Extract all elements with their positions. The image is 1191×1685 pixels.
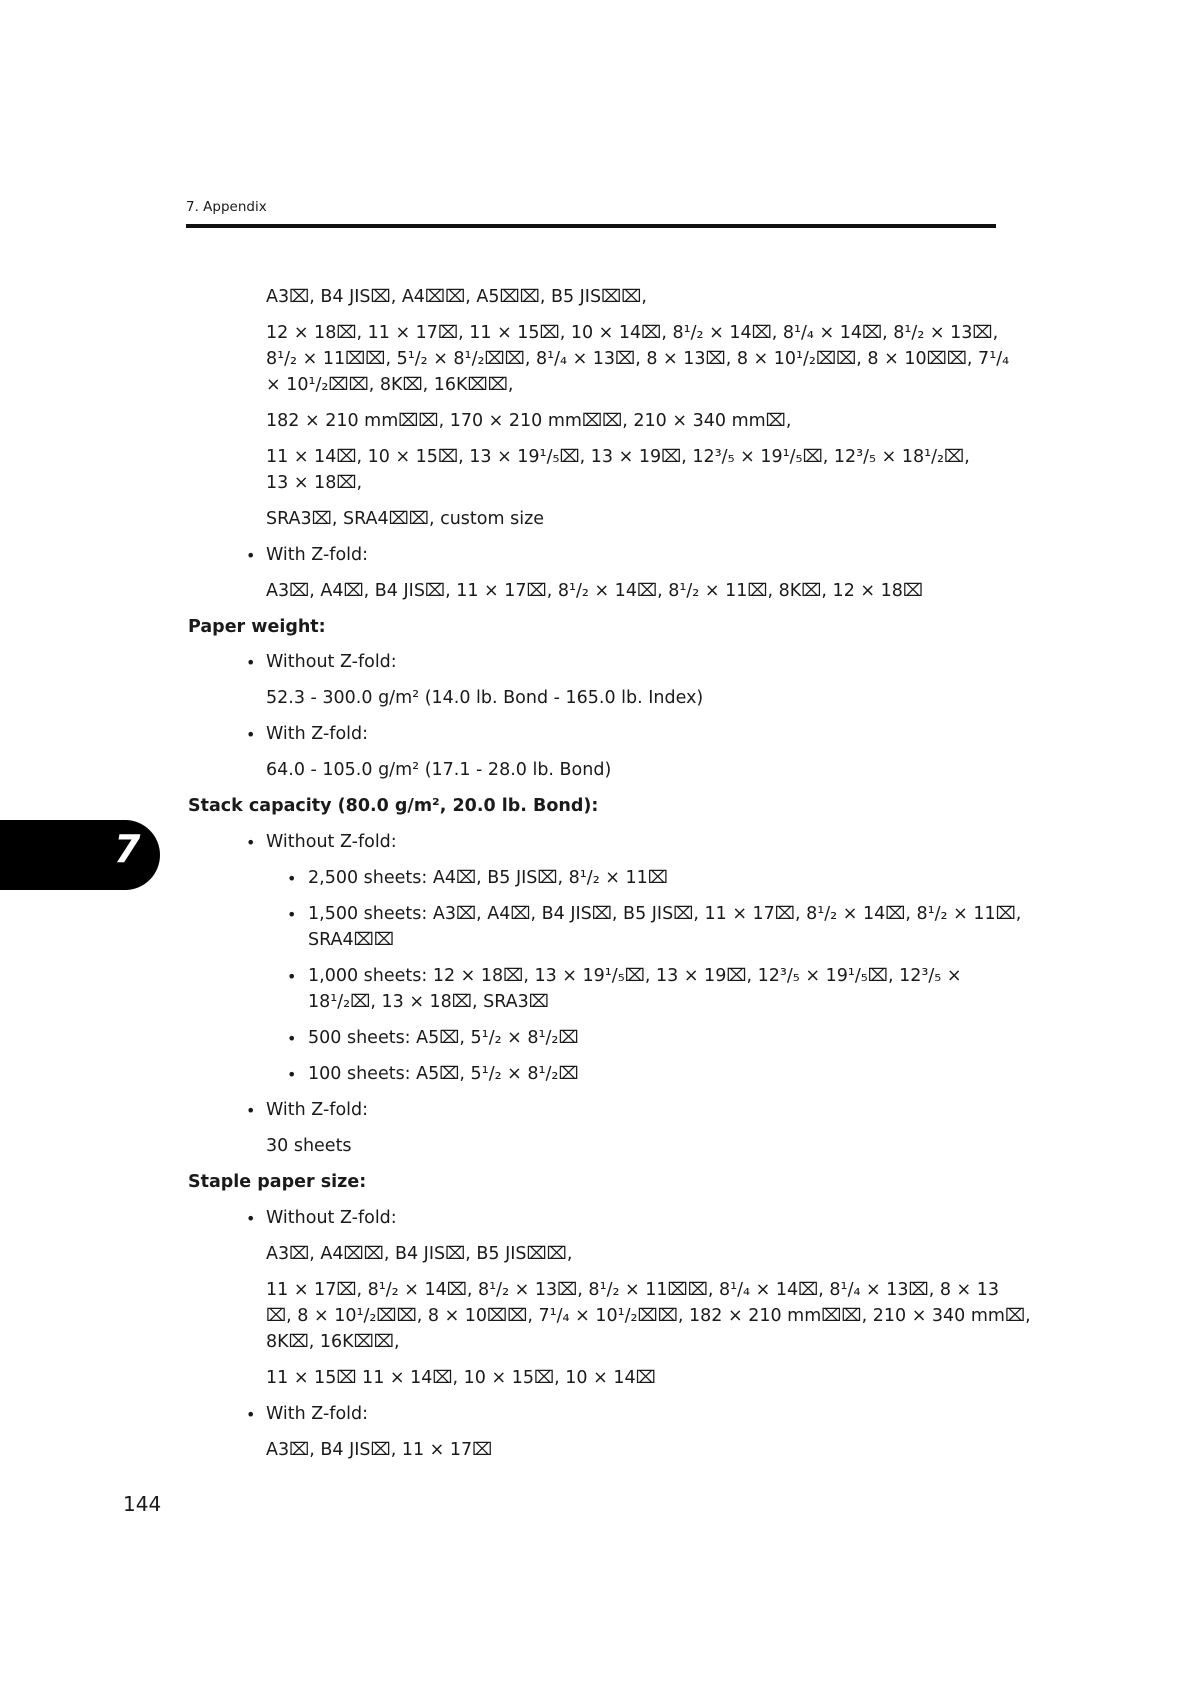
bullet: •	[246, 653, 256, 672]
list-item: With Z-fold:	[266, 1100, 369, 1120]
list-item-continued: SRA4⌧⌧	[308, 930, 394, 950]
list-item: 100 sheets: A5⌧, 5¹/₂ × 8¹/₂⌧	[308, 1064, 579, 1084]
section-heading: Staple paper size:	[188, 1172, 367, 1192]
paper-size-line: A3⌧, A4⌧⌧, B4 JIS⌧, B5 JIS⌧⌧,	[266, 1244, 573, 1264]
paper-size-line: × 10¹/₂⌧⌧, 8K⌧, 16K⌧⌧,	[266, 375, 514, 395]
paper-size-line: 11 × 14⌧, 10 × 15⌧, 13 × 19¹/₅⌧, 13 × 19⌧, 12³/₅ × 19¹/₅⌧, 12³/₅ × 18¹/₂⌧,	[266, 447, 970, 467]
list-item: Without Z-fold:	[266, 652, 397, 672]
list-item: With Z-fold:	[266, 724, 369, 744]
bullet: •	[287, 967, 297, 986]
paper-size-line: A3⌧, B4 JIS⌧, A4⌧⌧, A5⌧⌧, B5 JIS⌧⌧,	[266, 287, 647, 307]
bullet: •	[287, 869, 297, 888]
paper-size-line: ⌧, 8 × 10¹/₂⌧⌧, 8 × 10⌧⌧, 7¹/₄ × 10¹/₂⌧⌧, 182 × 210 mm⌧⌧, 210 × 340 mm⌧,	[266, 1306, 1031, 1326]
bullet: •	[287, 1065, 297, 1084]
paper-size-line: A3⌧, A4⌧, B4 JIS⌧, 11 × 17⌧, 8¹/₂ × 14⌧, 8¹/₂ × 11⌧, 8K⌧, 12 × 18⌧	[266, 581, 924, 601]
list-item: 1,500 sheets: A3⌧, A4⌧, B4 JIS⌧, B5 JIS⌧, 11 × 17⌧, 8¹/₂ × 14⌧, 8¹/₂ × 11⌧,	[308, 904, 1022, 924]
list-item: With Z-fold:	[266, 1404, 369, 1424]
section-header: 7. Appendix	[186, 199, 267, 215]
bullet: •	[246, 1405, 256, 1424]
spec-value: 64.0 - 105.0 g/m² (17.1 - 28.0 lb. Bond)	[266, 760, 612, 780]
paper-size-line: 11 × 17⌧, 8¹/₂ × 14⌧, 8¹/₂ × 13⌧, 8¹/₂ × 11⌧⌧, 8¹/₄ × 14⌧, 8¹/₄ × 13⌧, 8 × 13	[266, 1280, 1000, 1300]
chapter-tab-number: 7	[114, 827, 141, 871]
paper-size-line: A3⌧, B4 JIS⌧, 11 × 17⌧	[266, 1440, 493, 1460]
paper-size-line: 8¹/₂ × 11⌧⌧, 5¹/₂ × 8¹/₂⌧⌧, 8¹/₄ × 13⌧, 8 × 13⌧, 8 × 10¹/₂⌧⌧, 8 × 10⌧⌧, 7¹/₄	[266, 349, 1010, 369]
spec-value: 30 sheets	[266, 1136, 352, 1156]
page-number: 144	[123, 1492, 162, 1516]
list-item: 2,500 sheets: A4⌧, B5 JIS⌧, 8¹/₂ × 11⌧	[308, 868, 668, 888]
list-item: With Z-fold:	[266, 545, 369, 565]
paper-size-line: 11 × 15⌧ 11 × 14⌧, 10 × 15⌧, 10 × 14⌧	[266, 1368, 656, 1388]
paper-size-line: 12 × 18⌧, 11 × 17⌧, 11 × 15⌧, 10 × 14⌧, 8¹/₂ × 14⌧, 8¹/₄ × 14⌧, 8¹/₂ × 13⌧,	[266, 323, 999, 343]
bullet: •	[246, 1209, 256, 1228]
header-rule	[186, 224, 996, 228]
bullet: •	[246, 1101, 256, 1120]
bullet: •	[287, 1029, 297, 1048]
spec-value: 52.3 - 300.0 g/m² (14.0 lb. Bond - 165.0 lb. Index)	[266, 688, 704, 708]
list-item: 1,000 sheets: 12 × 18⌧, 13 × 19¹/₅⌧, 13 × 19⌧, 12³/₅ × 19¹/₅⌧, 12³/₅ ×	[308, 966, 962, 986]
list-item: Without Z-fold:	[266, 1208, 397, 1228]
list-item: Without Z-fold:	[266, 832, 397, 852]
section-heading: Stack capacity (80.0 g/m², 20.0 lb. Bond):	[188, 796, 599, 816]
bullet: •	[287, 905, 297, 924]
bullet: •	[246, 833, 256, 852]
list-item-continued: 18¹/₂⌧, 13 × 18⌧, SRA3⌧	[308, 992, 549, 1012]
chapter-tab	[0, 820, 160, 890]
paper-size-line: 13 × 18⌧,	[266, 473, 363, 493]
paper-size-line: 8K⌧, 16K⌧⌧,	[266, 1332, 400, 1352]
list-item: 500 sheets: A5⌧, 5¹/₂ × 8¹/₂⌧	[308, 1028, 579, 1048]
paper-size-line: SRA3⌧, SRA4⌧⌧, custom size	[266, 509, 545, 529]
bullet: •	[246, 725, 256, 744]
section-heading: Paper weight:	[188, 617, 326, 637]
paper-size-line: 182 × 210 mm⌧⌧, 170 × 210 mm⌧⌧, 210 × 340 mm⌧,	[266, 411, 792, 431]
bullet: •	[246, 546, 256, 565]
